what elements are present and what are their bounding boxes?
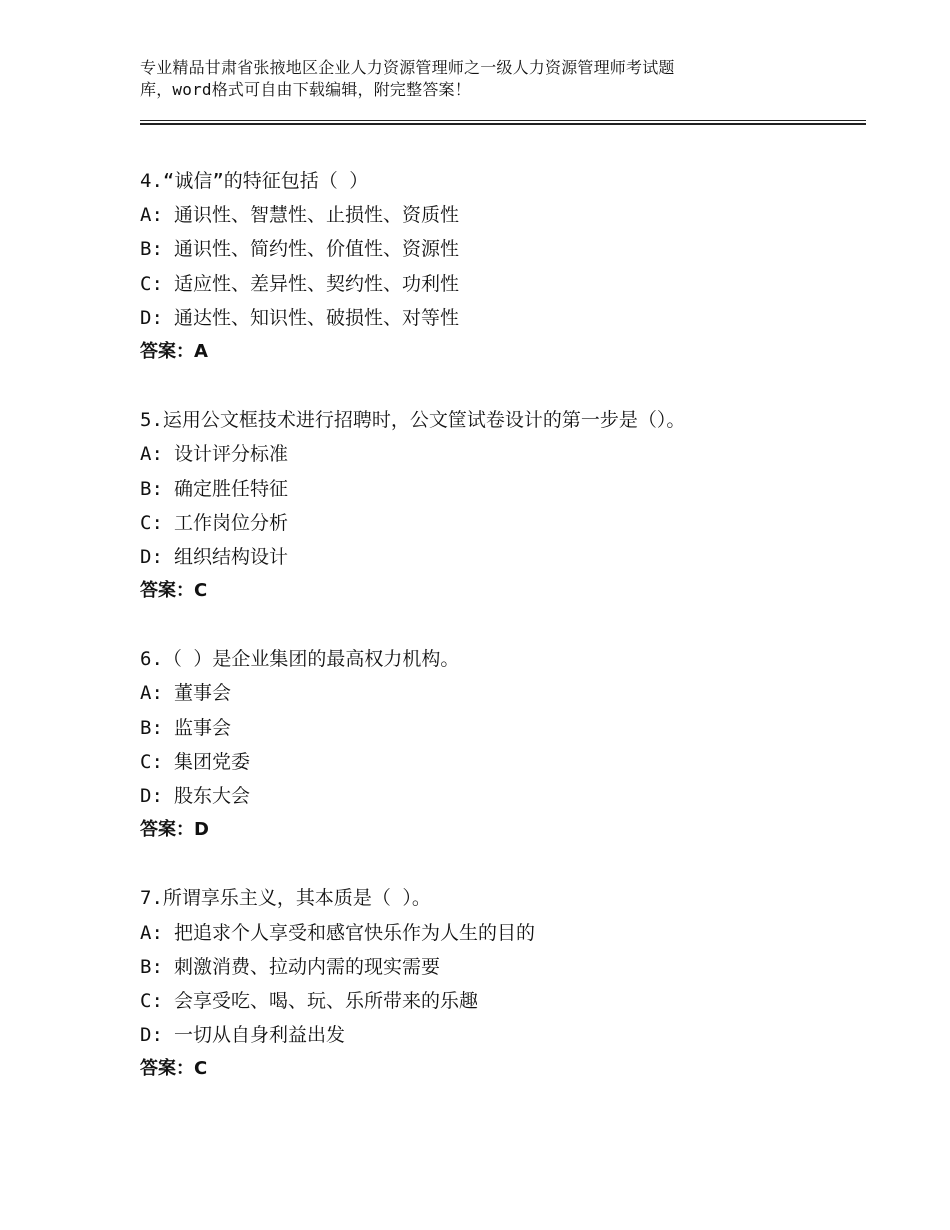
- option-key: A:: [140, 682, 163, 705]
- question-5: [140, 403, 866, 608]
- option-text: 适应性、差异性、契约性、功利性: [174, 272, 460, 295]
- option-key: D:: [140, 545, 163, 568]
- document-header: [140, 57, 780, 101]
- option-c: [140, 506, 866, 540]
- option-d: [140, 779, 866, 813]
- answer-line: 答案：C: [140, 580, 208, 602]
- option-text: 通达性、知识性、破损性、对等性: [174, 306, 460, 329]
- option-text: 股东大会: [174, 785, 251, 807]
- answer-line: 答案：C: [140, 1058, 208, 1080]
- option-key: C:: [140, 511, 163, 534]
- option-a: [140, 916, 866, 950]
- question-stem: 4.“诚信”的特征包括（ ）: [140, 170, 369, 192]
- option-b: [140, 950, 866, 984]
- option-b: [140, 232, 866, 266]
- question-list: [140, 164, 866, 1121]
- option-text: 确定胜任特征: [174, 477, 289, 500]
- option-key: B:: [140, 238, 163, 261]
- option-text: 设计评分标准: [174, 443, 289, 466]
- option-text: 董事会: [174, 682, 232, 705]
- option-text: 通识性、简约性、价值性、资源性: [174, 238, 460, 261]
- question-stem: 5.运用公文框技术进行招聘时，公文筐试卷设计的第一步是（）。: [140, 409, 686, 432]
- option-text: 刺激消费、拉动内需的现实需要: [174, 955, 441, 978]
- option-c: [140, 745, 866, 779]
- option-key: B:: [140, 716, 163, 739]
- option-key: B:: [140, 477, 163, 500]
- option-c: [140, 267, 866, 301]
- header-title-line-2: 库，word格式可自由下载编辑，附完整答案！: [140, 80, 471, 99]
- option-text: 组织结构设计: [174, 545, 289, 568]
- option-key: B:: [140, 955, 163, 978]
- option-a: [140, 437, 866, 471]
- header-divider: [140, 120, 866, 125]
- option-key: C:: [140, 272, 163, 295]
- option-key: D:: [140, 306, 163, 329]
- question-stem: 7.所谓享乐主义，其本质是（ ）。: [140, 887, 431, 910]
- option-text: 把追求个人享受和感官快乐作为人生的目的: [174, 921, 536, 944]
- option-key: C:: [140, 750, 163, 773]
- option-text: 监事会: [174, 716, 232, 739]
- question-4: [140, 164, 866, 369]
- option-key: D:: [140, 785, 163, 807]
- option-d: [140, 540, 866, 574]
- option-key: A:: [140, 921, 163, 944]
- option-a: [140, 198, 866, 232]
- question-6: [140, 642, 866, 847]
- option-text: 会享受吃、喝、玩、乐所带来的乐趣: [174, 989, 479, 1012]
- header-title-line-1: 专业精品甘肃省张掖地区企业人力资源管理师之一级人力资源管理师考试题: [140, 58, 675, 77]
- option-key: D:: [140, 1024, 163, 1047]
- option-key: C:: [140, 989, 163, 1012]
- option-text: 一切从自身利益出发: [174, 1024, 346, 1047]
- option-b: [140, 472, 866, 506]
- option-d: [140, 1018, 866, 1052]
- option-text: 通识性、智慧性、止损性、资质性: [174, 204, 460, 227]
- option-a: [140, 676, 866, 710]
- option-text: 工作岗位分析: [174, 511, 289, 534]
- option-text: 集团党委: [174, 750, 251, 773]
- option-key: A:: [140, 443, 163, 466]
- answer-line: 答案：A: [140, 340, 208, 362]
- question-stem: 6.（ ）是企业集团的最高权力机构。: [140, 648, 460, 671]
- answer-line: 答案：D: [140, 819, 209, 841]
- option-d: [140, 301, 866, 335]
- option-key: A:: [140, 204, 163, 227]
- question-7: [140, 881, 866, 1086]
- option-b: [140, 711, 866, 745]
- option-c: [140, 984, 866, 1018]
